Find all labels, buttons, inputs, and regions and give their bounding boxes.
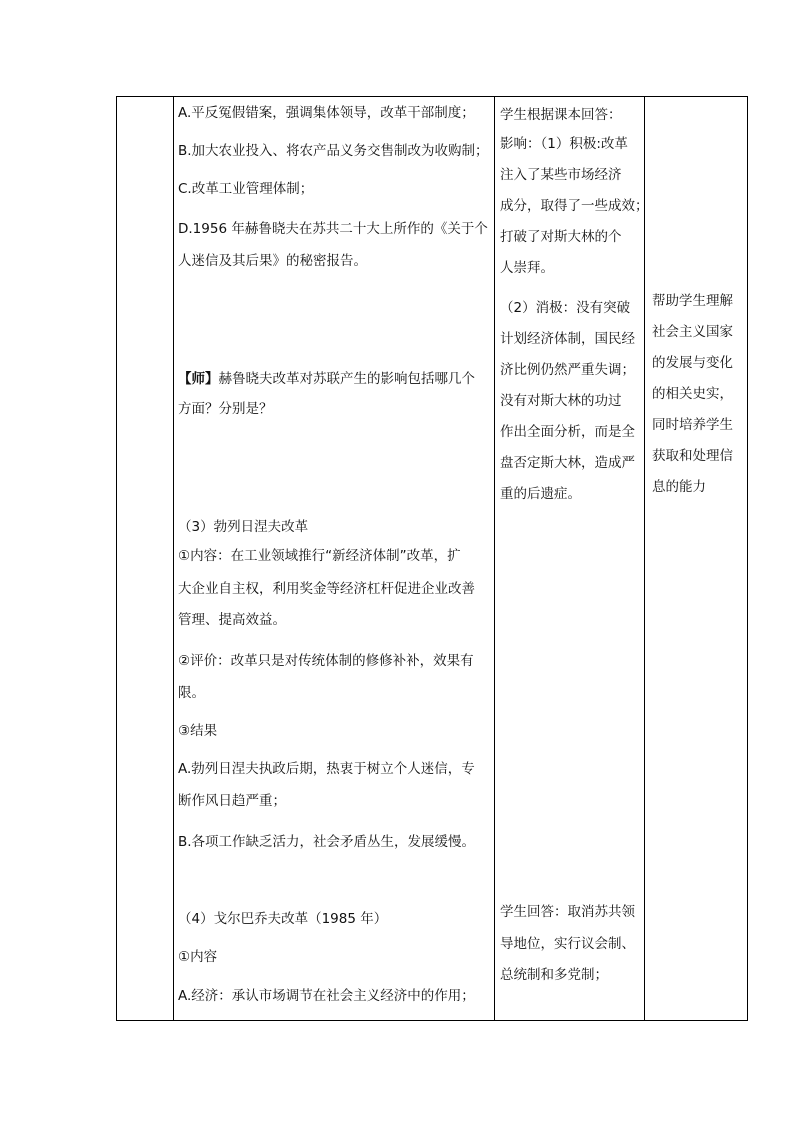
- student-answer-line: 影响：（1）积极:改革: [500, 136, 628, 152]
- result-item-b: B.各项工作缺乏活力，社会矛盾丛生，发展缓慢。: [178, 834, 476, 850]
- student-answer-line: 总统制和多党制；: [500, 967, 608, 983]
- column-divider: [173, 97, 174, 1020]
- reform-item-d: D.1956 年赫鲁晓夫在苏共二十大上所作的《关于个: [178, 221, 488, 237]
- teacher-question: 方面？分别是？: [178, 401, 273, 417]
- student-answer-line: 注入了某些市场经济: [500, 167, 622, 183]
- student-answer-line: 计划经济体制，国民经: [500, 331, 635, 347]
- teacher-label: 【师】: [178, 371, 219, 387]
- reform-item-b: B.加大农业投入、将农产品义务交售制改为收购制；: [178, 143, 489, 159]
- design-intent-line: 社会主义国家: [652, 324, 733, 340]
- column-divider: [644, 97, 645, 1020]
- result-heading: ③结果: [178, 723, 218, 739]
- design-intent-line: 同时培养学生: [652, 417, 733, 433]
- content-text: 大企业自主权，利用奖金等经济杠杆促进企业改善: [178, 581, 475, 597]
- design-intent-line: 的相关史实，: [652, 386, 733, 402]
- result-item-a: 断作风日趋严重；: [178, 793, 286, 809]
- content-item-a: A.经济：承认市场调节在社会主义经济中的作用；: [178, 988, 475, 1004]
- design-intent-line: 息的能力: [652, 479, 706, 495]
- student-answer-line: 学生回答：取消苏共领: [500, 904, 635, 920]
- design-intent-line: 获取和处理信: [652, 448, 733, 464]
- section-title: （3）勃列日涅夫改革: [178, 519, 309, 535]
- content-text: ①内容：在工业领域推行“新经济体制”改革，扩: [178, 548, 461, 564]
- content-text: 管理、提高效益。: [178, 612, 286, 628]
- student-answer-line: 作出全面分析，而是全: [500, 424, 635, 440]
- reform-item-c: C.改革工业管理体制；: [178, 181, 314, 197]
- design-intent-line: 的发展与变化: [652, 355, 733, 371]
- reform-item-a: A.平反冤假错案，强调集体领导，改革干部制度；: [178, 105, 475, 121]
- design-intent-line: 帮助学生理解: [652, 293, 733, 309]
- teacher-question: 【师】赫鲁晓夫改革对苏联产生的影响包括哪几个: [178, 371, 475, 387]
- result-item-a: A.勃列日涅夫执政后期，热衷于树立个人迷信，专: [178, 761, 475, 777]
- student-answer-line: 没有对斯大林的功过: [500, 393, 622, 409]
- student-answer-line: 学生根据课本回答：: [500, 107, 622, 123]
- student-answer-line: 重的后遗症。: [500, 486, 581, 502]
- student-answer-line: 济比例仍然严重失调；: [500, 362, 635, 378]
- student-answer-line: 成分，取得了一些成效；: [500, 198, 649, 214]
- section-title: （4）戈尔巴乔夫改革（1985 年）: [178, 911, 388, 927]
- lesson-table: [116, 96, 748, 1021]
- evaluation-text: 限。: [178, 685, 205, 701]
- student-answer-line: 打破了对斯大林的个: [500, 229, 622, 245]
- evaluation-text: ②评价：改革只是对传统体制的修修补补，效果有: [178, 653, 474, 669]
- student-answer-line: 导地位，实行议会制、: [500, 936, 635, 952]
- content-heading: ①内容: [178, 949, 218, 965]
- reform-item-d: 人迷信及其后果》的秘密报告。: [178, 253, 367, 269]
- student-answer-line: 人崇拜。: [500, 260, 554, 276]
- column-divider: [494, 97, 495, 1020]
- student-answer-line: （2）消极：没有突破: [500, 300, 631, 316]
- student-answer-line: 盘否定斯大林，造成严: [500, 455, 635, 471]
